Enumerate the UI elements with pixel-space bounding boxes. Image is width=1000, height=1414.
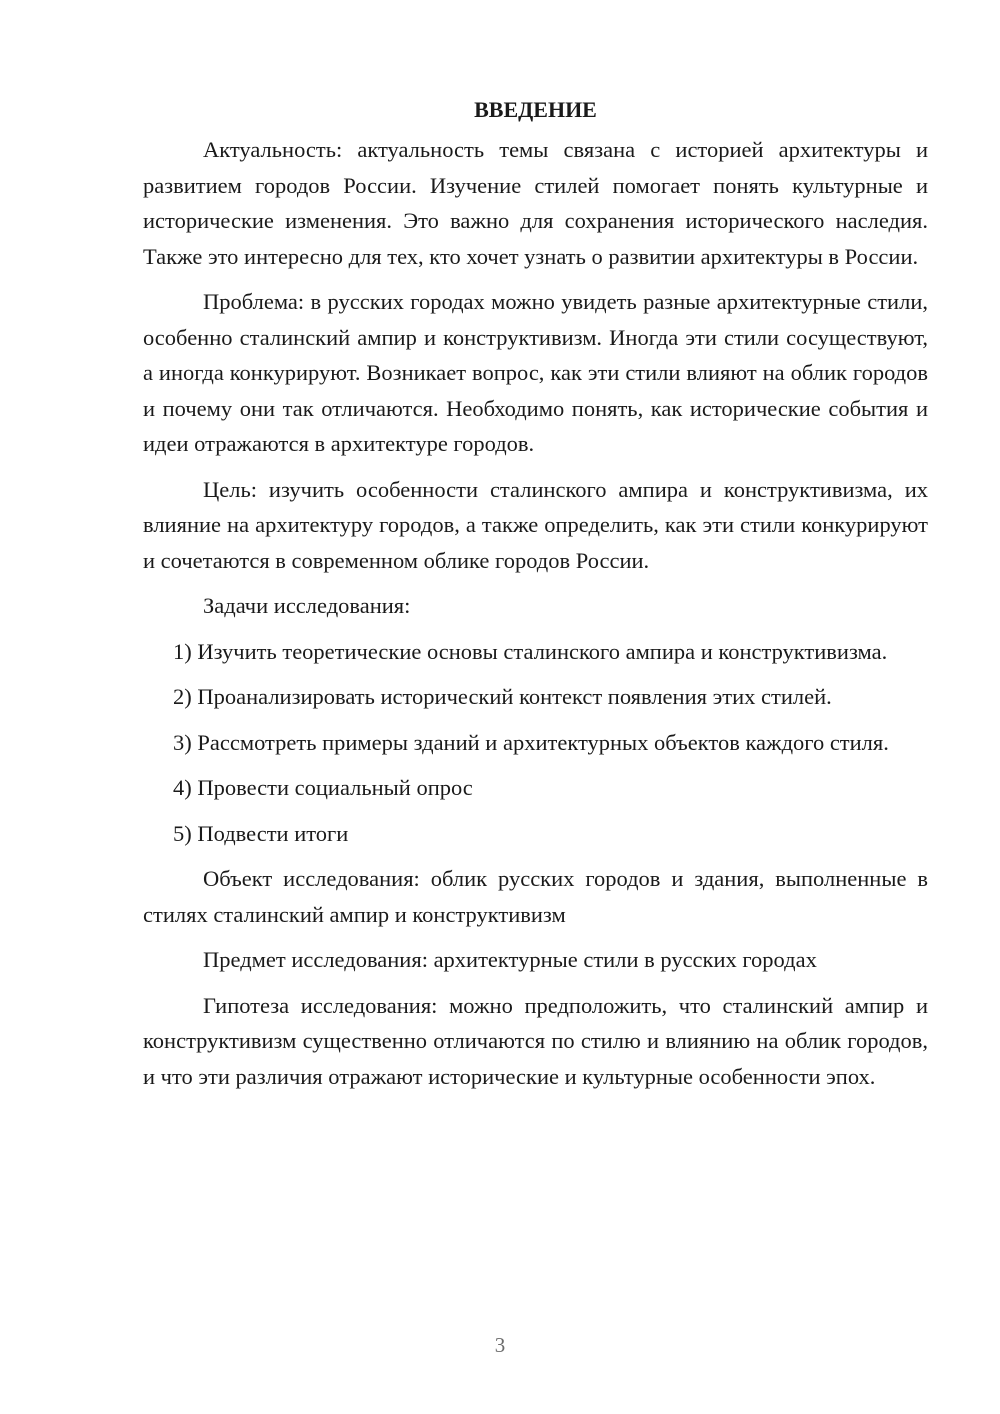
task-item-2: 2) Проанализировать исторический контекст появления этих стилей. [173,684,832,709]
page-number: 3 [494,1333,506,1357]
task-item-4: 4) Провести социальный опрос [173,775,473,800]
paragraph-relevance: Актуальность: актуальность темы связана с историей архитектуры и развитием городов России. Изучение стилей помогает понять культурные и исторические изменения. Это важно для сохранения исторического наследия. Также это интересно для тех, кто хочет узнать о развитии архитектуры в России. [143,137,928,269]
paragraph-goal: Цель: изучить особенности сталинского ампира и конструктивизма, их влияние на архитектуру городов, а также определить, как эти стили конкурируют и сочетаются в современном облике городов России. [143,476,928,573]
task-item-1: 1) Изучить теоретические основы сталинского ампира и конструктивизма. [173,638,888,664]
paragraph-subject: Предмет исследования: архитектурные стили в русских городах [203,947,817,972]
tasks-heading: Задачи исследования: [203,593,411,618]
paragraph-object: Объект исследования: облик русских городов и здания, выполненные в стилях сталинский ампир и конструктивизм [143,866,928,927]
paragraph-hypothesis: Гипотеза исследования: можно предположить, что сталинский ампир и конструктивизм существенно отличаются по стилю и влиянию на облик городов, и что эти различия отражают исторические и культурные особенности эпох. [143,992,928,1089]
paragraph-problem: Проблема: в русских городах можно увидеть разные архитектурные стили, особенно сталинский ампир и конструктивизм. Иногда эти стили сосуществуют, а иногда конкурируют. Возникает вопрос, как эти стили влияют на облик городов и почему они так отличаются. Необходимо понять, как исторические события и идеи отражаются в архитектуре городов. [143,289,928,456]
task-item-3: 3) Рассмотреть примеры зданий и архитектурных объектов каждого стиля. [173,729,889,755]
page-title: ВВЕДЕНИЕ [474,97,597,122]
task-item-5: 5) Подвести итоги [173,820,349,846]
document-page [143,92,928,1104]
